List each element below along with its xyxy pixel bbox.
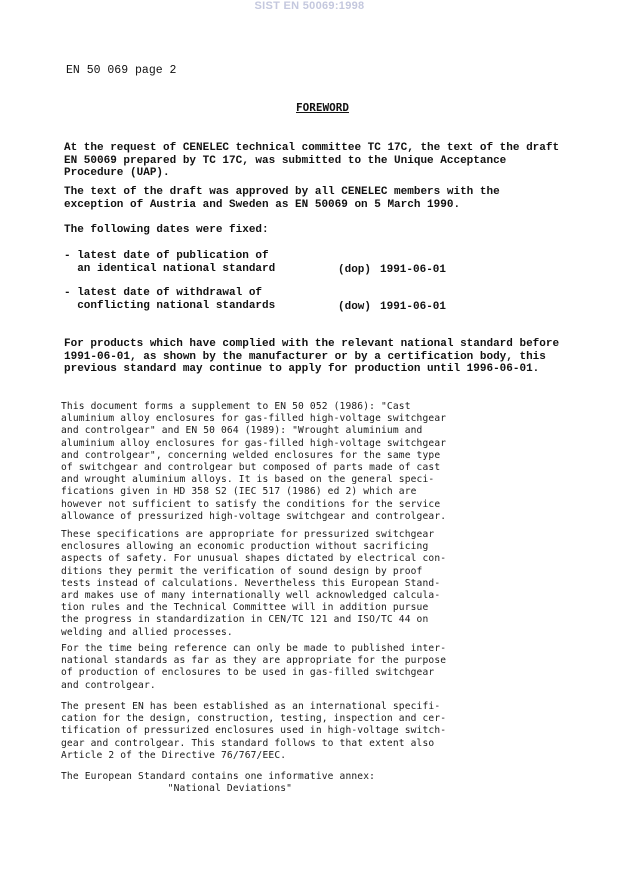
- foreword-paragraph: For products which have complied with the relevant national standard before 1991-06-01, as shown by the manufacturer or by a certification body, this previous standard may continue to apply for production until 1996-06-01.: [64, 338, 560, 375]
- date-value: 1991-06-01: [380, 264, 447, 276]
- body-paragraph: The present EN has been established as an international specifi- cation for the design, construction, testing, inspection and cer- tification of pressurized enclosures used in high-voltage switch- gear and controlgear. This standard follows to that extent also Article 2 of the Directive 76/767/EEC.: [61, 701, 447, 761]
- body-paragraph: For the time being reference can only be made to published inter- national standards as far as they are appropriate for the purpose of production of enclosures to be used in gas-filled switchgear and controlgear.: [61, 643, 447, 691]
- date-label: - latest date of withdrawal of conflicting national standards: [64, 287, 276, 312]
- date-label: - latest date of publication of an identical national standard: [64, 250, 276, 275]
- foreword-paragraph: The text of the draft was approved by all CENELEC members with the exception of Austria and Sweden as EN 50069 on 5 March 1990.: [64, 186, 500, 211]
- date-code: (dop): [338, 264, 372, 276]
- body-paragraph: This document forms a supplement to EN 50 052 (1986): "Cast aluminium alloy enclosures for gas-filled high-voltage switchgear and controlgear" and EN 50 064 (1989): "Wrought aluminium and aluminium alloy enclosures for gas-filled high-voltage switchgear and controlgear", concerning welded enclosures for the same type of switchgear and controlgear but composed of parts made of cast and wrought aluminium alloys. It is based on the general speci- fications given in HD 358 S2 (IEC 517 (1986) ed 2) which are however not sufficient to satisfy the conditions for the service allowance of pressurized high-voltage switchgear and controlgear.: [61, 401, 447, 522]
- page-header: EN 50 069 page 2: [66, 64, 177, 77]
- date-value: 1991-06-01: [380, 301, 447, 313]
- body-paragraph: The European Standard contains one informative annex: "National Deviations": [61, 771, 376, 795]
- foreword-title: FOREWORD: [296, 101, 349, 114]
- dates-intro: The following dates were fixed:: [64, 224, 269, 236]
- foreword-paragraph: At the request of CENELEC technical committee TC 17C, the text of the draft EN 50069 prepared by TC 17C, was submitted to the Unique Acceptance Procedure (UAP).: [64, 142, 560, 179]
- body-paragraph: These specifications are appropriate for pressurized switchgear enclosures allowing an economic production without sacrificing aspects of safety. For unusual shapes dictated by electrical con- ditions they permit the verification of sound design by proof tests instead of calculations. Nevertheless this European Stand- ard makes use of many internationally well acknowledged calcula- tion rules and the Technical Committee will in addition pursue the progress in standardization in CEN/TC 121 and ISO/TC 44 on welding and allied processes.: [61, 529, 447, 638]
- watermark: SIST EN 50069:1998: [254, 0, 365, 12]
- date-code: (dow): [338, 301, 372, 313]
